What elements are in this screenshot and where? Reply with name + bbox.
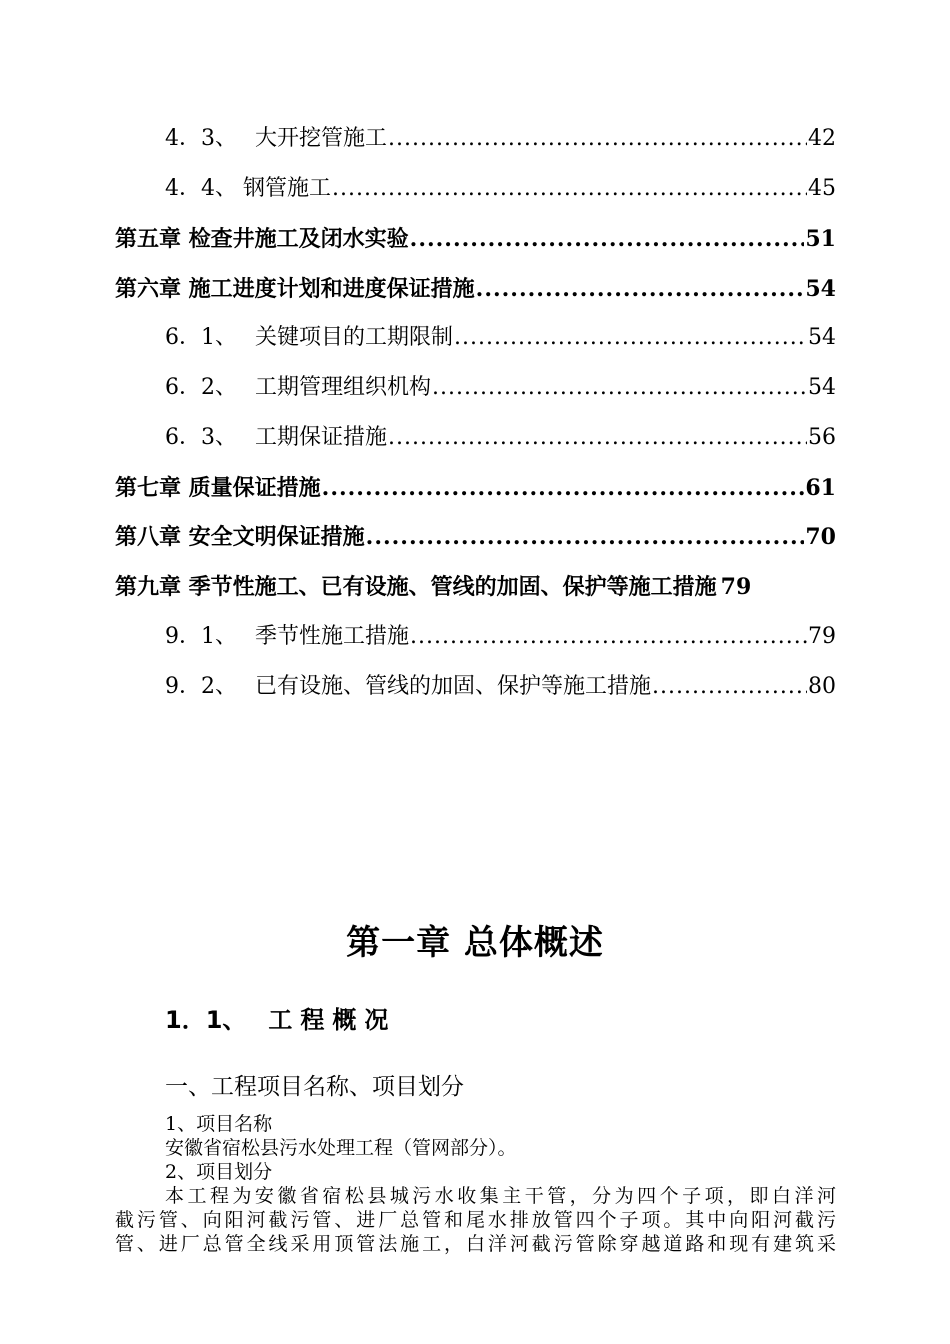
toc-entry-number: 9．2、 [165,674,237,699]
section-heading-title: 工程概况 [268,1006,397,1034]
toc-entry-number: 9．1、 [165,624,237,649]
toc-leader-dots [388,423,807,453]
body-line: 截污管、向阳河截污管、进厂总管和尾水排放管四个子项。其中向阳河截污 [115,1209,836,1231]
toc-entry-page: 42 [808,126,836,151]
toc-entry-number: 6．2、 [165,375,237,400]
toc-entry-page: 54 [805,276,836,302]
toc-leader-dots [652,672,807,702]
item1-text: 安徽省宿松县污水处理工程（管网部分）。 [165,1137,517,1159]
toc-entry-page: 79 [720,574,752,600]
item1-label: 1、项目名称 [165,1113,273,1135]
toc-leader-dots [410,622,807,652]
toc-leader-dots [332,174,807,204]
toc-entry-page: 61 [805,475,836,501]
toc-entry-title: 第七章 质量保证措施 [115,475,321,501]
toc-entry[interactable] [115,522,836,552]
toc-entry-page: 45 [808,176,836,201]
toc-entry-page: 79 [808,624,836,649]
section-heading [165,1000,396,1035]
toc-entry-title: 钢管施工 [243,176,332,201]
body-line: 本工程为安徽省宿松县城污水收集主干管，分为四个子项，即白洋河 [165,1185,836,1207]
toc-entry-title: 已有设施、管线的加固、保护等施工措施 [255,674,652,699]
toc-entry-page: 70 [805,524,836,550]
toc-entry-page: 54 [808,375,836,400]
toc-entry-page: 54 [808,325,836,350]
toc-entry[interactable] [165,622,836,652]
toc-entry-number: 6．1、 [165,325,237,350]
toc-entry-title: 季节性施工措施 [255,624,410,649]
toc-leader-dots [476,274,805,304]
toc-entry[interactable] [165,373,836,403]
toc-entry[interactable] [165,124,836,154]
toc-entry[interactable] [115,572,836,602]
toc-leader-dots [388,124,807,154]
toc-entry[interactable] [165,174,836,204]
item2-label: 2、项目划分 [165,1161,273,1183]
toc-entry-page: 80 [808,674,836,699]
toc-entry[interactable] [115,274,836,304]
toc-entry-title: 关键项目的工期限制 [255,325,454,350]
toc-entry[interactable] [165,323,836,353]
toc-leader-dots [454,323,807,353]
body-paragraph [115,1184,836,1256]
toc-entry-page: 51 [805,226,836,252]
toc-leader-dots [410,224,805,254]
chapter-heading: 第一章 总体概述 [346,923,604,963]
toc-entry[interactable] [165,423,836,453]
toc-entry[interactable] [115,473,836,503]
toc-leader-dots [366,522,805,552]
toc-entry-title: 工期保证措施 [255,425,388,450]
toc-entry-title: 第六章 施工进度计划和进度保证措施 [115,276,475,302]
toc-leader-dots [322,473,805,503]
toc-entry[interactable] [115,224,836,254]
toc-entry-title: 第五章 检查井施工及闭水实验 [115,226,409,252]
body-line: 管、进厂总管全线采用顶管法施工，白洋河截污管除穿越道路和现有建筑采 [115,1233,836,1255]
toc-entry-title: 工期管理组织机构 [255,375,432,400]
toc-entry[interactable] [165,672,836,702]
toc-entry-title: 大开挖管施工 [255,126,388,151]
section-heading-number: 1．1、 [165,1006,247,1034]
toc-entry-title: 第九章 季节性施工、已有设施、管线的加固、保护等施工措施 [115,574,717,600]
toc-entry-title: 第八章 安全文明保证措施 [115,524,365,550]
toc-entry-number: 4．4、 [165,176,237,201]
toc-entry-number: 4．3、 [165,126,237,151]
toc-leader-dots [432,373,807,403]
subsection-heading: 一、工程项目名称、项目划分 [165,1074,464,1100]
toc-entry-page: 56 [808,425,836,450]
toc-entry-number: 6．3、 [165,425,237,450]
